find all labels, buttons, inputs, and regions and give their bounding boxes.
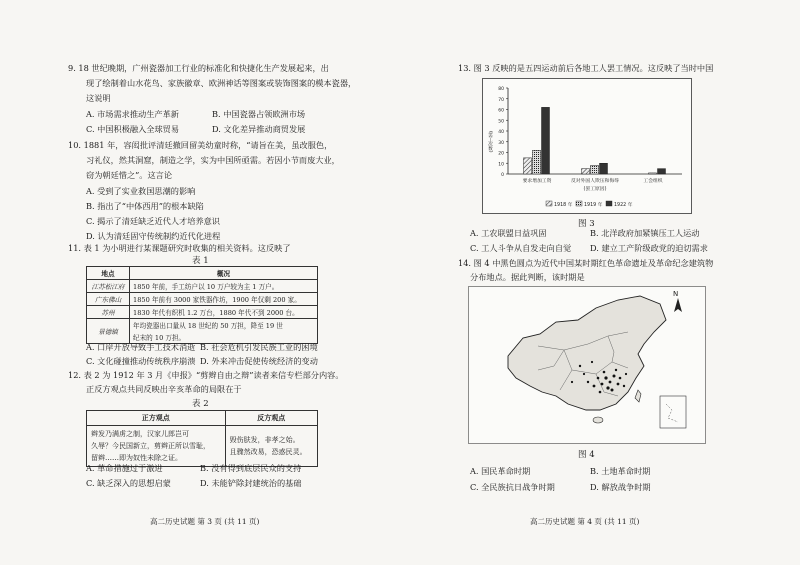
y-tick-label: 80 <box>498 87 504 92</box>
y-tick-label: 10 <box>498 162 504 168</box>
bar-1918-0 <box>524 158 532 174</box>
question-14-option-c: C. 全民族抗日战争时期 <box>470 482 555 492</box>
exam-page-4 <box>400 0 800 565</box>
question-14-option-a: A. 国民革命时期 <box>470 466 531 476</box>
table-2-header-con: 反方观点 <box>225 411 317 426</box>
table-2 <box>86 410 318 467</box>
question-13-option-c: C. 工人斗争从自发走向自觉 <box>470 243 572 253</box>
table-2-con-text: 毁伤肤发，非孝之始。 且骤然改易，恐惑民灵。 <box>225 426 317 467</box>
question-10-line1: 10. 1881 年，容闳批评清廷撤回留美幼童时称，“请旨在美，虽改服色， <box>68 140 333 150</box>
x-tick-label: 工会组织 <box>643 179 663 184</box>
table-1 <box>86 266 318 344</box>
question-10-option-c: C. 揭示了清廷缺乏近代人才培养意识 <box>86 216 220 226</box>
x-axis-label: (罢工原因) <box>583 187 607 192</box>
question-11-option-d: D. 外来冲击促使传统经济的变动 <box>200 356 318 366</box>
table-2-pro-text: 辫发乃满虏之制，汉家儿郎岂可 久辱？今民国新立，剪辫正所以雪耻， 留辫……即为奴性未除之证。 <box>87 426 226 467</box>
question-13-line1: 13. 图 3 反映的是五四运动前后各地工人罢工情况。这反映了当时中国 <box>458 63 714 73</box>
question-14-line1: 14. 图 4 中黑色圆点为近代中国某时期红色革命遗址及革命纪念建筑物 <box>458 258 714 268</box>
question-10-option-d: D. 认为清廷固守传统制约近代化进程 <box>86 231 221 241</box>
bar-1918-1 <box>582 169 590 174</box>
question-12-option-c: C. 缺乏深入的思想启蒙 <box>86 478 171 488</box>
y-tick-label: 40 <box>498 130 504 135</box>
hainan-island <box>593 417 603 423</box>
table-1-title: 表 1 <box>192 256 209 266</box>
bar-1922-0 <box>542 107 550 174</box>
y-tick-label: 60 <box>498 108 504 114</box>
page-footer: 高二历史试题 第 3 页 (共 11 页) <box>150 517 260 526</box>
bar-1922-2 <box>658 169 666 174</box>
table-row: 苏州 1830 年代有织机 1.2 万台，1880 年代不到 2000 台。 <box>87 306 318 319</box>
question-12-line1: 12. 表 2 为 1912 年 3 月《申报》“剪辫自由之辩”读者来信专栏部分内容。 <box>68 370 344 380</box>
question-11-option-c: C. 文化碰撞推动传统秩序崩溃 <box>86 356 196 366</box>
question-11-option-a: A. 口岸开放导致手工技术消逝 <box>86 342 196 352</box>
question-13-option-a: A. 工农联盟日益巩固 <box>470 228 547 238</box>
bar-1919-0 <box>533 150 541 174</box>
question-14-line2: 分布地点。据此判断，该时期是 <box>470 272 585 282</box>
table-row: 纪末的 10 万担。 <box>87 331 318 344</box>
legend-label: 1922 年 <box>614 203 633 208</box>
legend-label: 1918 年 <box>554 203 573 208</box>
question-10-option-a: A. 受到了实业救国思潮的影响 <box>86 186 196 196</box>
question-9-option-d: D. 文化差异推动商贸发展 <box>212 124 306 134</box>
question-14-option-b: B. 土地革命时期 <box>590 466 651 476</box>
table-row: 广东佛山 1850 年前有 3000 家铁器作坊，1900 年仅剩 200 家。 <box>87 293 318 306</box>
question-9-option-c: C. 中国积极融入全球贸易 <box>86 124 180 134</box>
y-tick-label: 30 <box>498 140 504 146</box>
question-9-line3: 这说明 <box>86 93 111 103</box>
china-map-figure-4 <box>468 286 706 444</box>
legend-swatch-1922 <box>606 201 612 206</box>
legend-swatch-1918 <box>546 201 552 206</box>
x-tick-label: 反对外国人欺压和侮辱 <box>571 179 619 184</box>
table-1-header-place: 地点 <box>87 267 130 280</box>
question-12-line2: 正反方观点共同反映出辛亥革命的局限在于 <box>86 384 242 394</box>
question-14-option-d: D. 解放战争时期 <box>590 482 651 492</box>
north-arrow-label: N <box>673 290 679 298</box>
question-12-option-b: B. 没有得到底层民众的支持 <box>200 463 302 473</box>
question-13-option-d: D. 建立工产阶级政党的迫切需求 <box>590 243 708 253</box>
question-9-line2: 现了绘制着山水花鸟、家族徽章、欧洲神话等图案或装饰图案的模本瓷器， <box>86 78 357 88</box>
question-9-option-a: A. 市场需求推动生产革新 <box>86 109 179 119</box>
question-11-line1: 11. 表 1 为小明进行某课题研究时收集的相关资料。这反映了 <box>68 243 291 253</box>
question-9-line1: 9. 18 世纪晚期，广州瓷器加工行业的标准化和快捷化生产发展起来，出 <box>68 63 329 73</box>
y-tick-label: 20 <box>498 151 504 157</box>
figure-4-caption: 图 4 <box>578 450 595 460</box>
bar-1922-1 <box>600 163 608 174</box>
bar-1919-2 <box>649 173 657 174</box>
question-12-option-d: D. 未能铲除封建统治的基础 <box>200 478 302 488</box>
question-12-option-a: A. 革命措施过于激进 <box>86 463 163 473</box>
legend-swatch-1919 <box>576 201 582 206</box>
question-10-line2: 习礼仪，然其洞窟，制造之学，实为中国所亟需。若因小节而废大业， <box>86 155 340 165</box>
table-row: 江苏松江府 1850 年前，手工纺户以 10 万户较为主 1 万户。 <box>87 280 318 293</box>
question-11-option-b: B. 社会危机引发民族工业的困境 <box>200 342 318 352</box>
bar-1919-1 <box>591 165 599 174</box>
legend-label: 1919 年 <box>584 203 603 208</box>
table-1-header-overview: 概况 <box>130 267 318 280</box>
question-13-option-b: B. 北洋政府加紧镇压工人运动 <box>590 228 700 238</box>
question-9-option-b: B. 中国瓷器占领欧洲市场 <box>212 109 306 119</box>
question-10-option-b: B. 指出了“中体西用”的根本缺陷 <box>86 201 204 211</box>
table-2-title: 表 2 <box>192 399 209 409</box>
table-2-header-pro: 正方观点 <box>87 411 226 426</box>
table-row: 景德镇 年均瓷器出口量从 18 世纪的 50 万担，降至 19 世 <box>87 319 318 332</box>
bar-chart-figure-3 <box>482 78 692 214</box>
figure-3-caption: 图 3 <box>578 219 595 229</box>
question-10-line3: 窃为朝廷惜之”。这言论 <box>86 170 173 180</box>
x-tick-label: 要求增加工资 <box>522 179 552 184</box>
page-footer: 高二历史试题 第 4 页 (共 11 页) <box>530 517 640 526</box>
y-tick-label: 0 <box>501 173 504 178</box>
y-tick-label: 50 <box>498 119 504 125</box>
y-axis-label: (罢工次数) <box>487 131 493 153</box>
y-tick-label: 70 <box>498 97 504 103</box>
